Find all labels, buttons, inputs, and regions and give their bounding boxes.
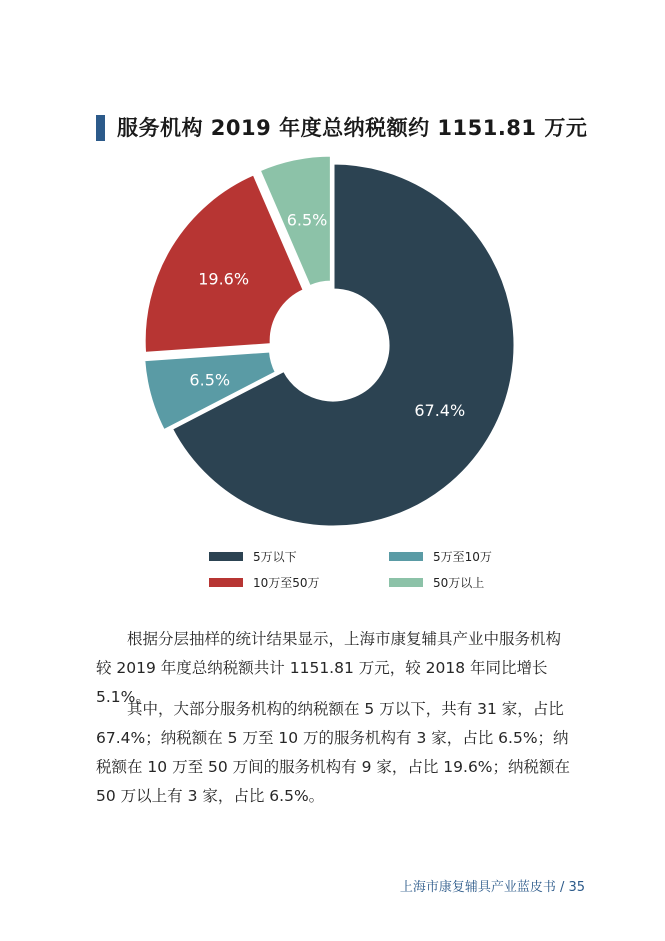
body-paragraph-2: 其中，大部分服务机构的纳税额在 5 万以下，共有 31 家，占比 67.4%；纳税额在 5 万至 10 万的服务机构有 3 家，占比 6.5%；纳税额在 10 万至 50 万间的服务机构有 9 家，占比 19.6%；纳税额在 50 万以上有 3 家，占比 6.5%。: [96, 700, 571, 805]
legend-swatch-1: [209, 552, 243, 561]
slice-data-label-2: 6.5%: [189, 370, 231, 390]
legend-label-4: 50万以上: [433, 576, 485, 590]
page-footer: 上海市康复辅具产业蓝皮书 / 35: [399, 880, 585, 895]
legend-item-2: [389, 548, 492, 565]
slice-data-label-1: 67.4%: [414, 400, 466, 420]
legend-item-4: [389, 574, 484, 591]
legend-label-3: 10万至50万: [253, 576, 320, 590]
page-title: 服务机构 2019 年度总纳税额约 1151.81 万元: [117, 116, 588, 140]
legend-swatch-4: [389, 578, 423, 587]
legend-item-1: [209, 548, 297, 565]
legend-swatch-2: [389, 552, 423, 561]
legend-label-1: 5万以下: [253, 550, 297, 564]
legend-item-3: [209, 574, 320, 591]
slice-data-label-3: 19.6%: [198, 269, 250, 289]
body-paragraph-1: 根据分层抽样的统计结果显示，上海市康复辅具产业中服务机构较 2019 年度总纳税额共计 1151.81 万元，较 2018 年同比增长 5.1%。: [96, 630, 562, 706]
slice-data-label-4: 6.5%: [286, 210, 328, 230]
legend-label-2: 5万至10万: [433, 550, 492, 564]
legend-swatch-3: [209, 578, 243, 587]
